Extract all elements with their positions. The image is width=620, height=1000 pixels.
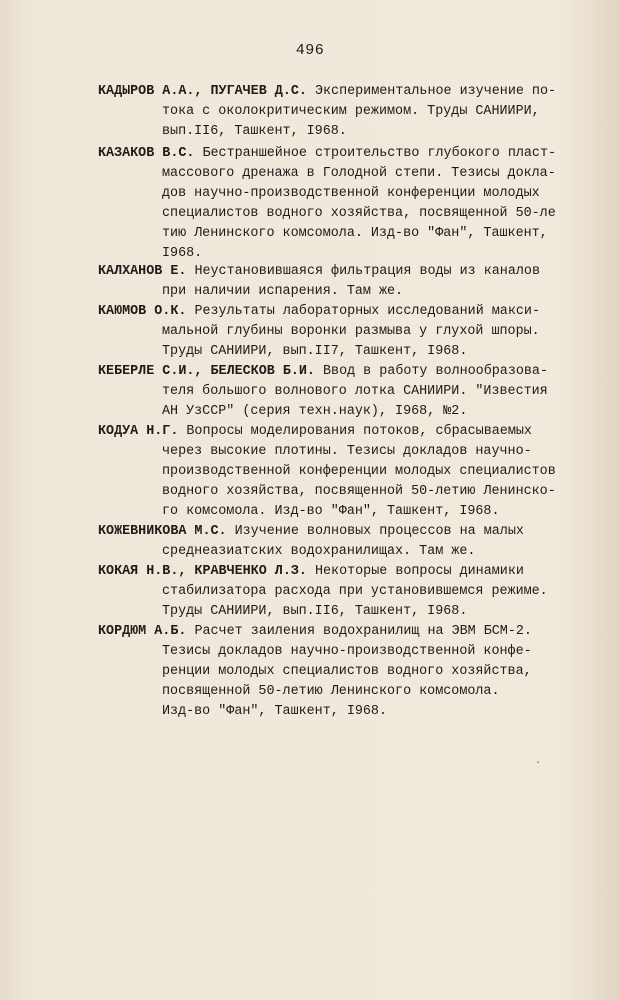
entry-author: КОКАЯ Н.В., КРАВЧЕНКО Л.З. — [98, 564, 307, 579]
entry-title-start: Бестраншейное строительство глубокого пласт- — [194, 146, 557, 161]
entry-continuation-line: теля большого волнового лотка САНИИРИ. "Известия — [162, 384, 548, 399]
entry-continuation-line: АН УзССР" (серия техн.наук), I968, №2. — [162, 404, 468, 419]
entry-author: КОРДЮМ А.Б. — [98, 624, 187, 639]
entry-continuation-line: среднеазиатских водохранилищах. Там же. — [162, 544, 476, 559]
entry-continuation-line: стабилизатора расхода при установившемся режиме. — [162, 584, 548, 599]
entry-continuation-line: производственной конференции молодых специалистов — [162, 464, 556, 479]
entry-author: КАЮМОВ О.К. — [98, 304, 187, 319]
entry-title-start: Экспериментальное изучение по- — [306, 84, 557, 99]
entry-continuation-line: го комсомола. Изд-во "Фан", Ташкент, I968. — [162, 504, 500, 519]
stray-mark: · — [535, 758, 542, 769]
entry-continuation-line: тока с околокритическим режимом. Труды САНИИРИ, — [162, 104, 540, 119]
entry-first-line — [98, 262, 540, 282]
entry-first-line — [98, 422, 532, 442]
entry-author: КАЛХАНОВ Е. — [98, 264, 187, 279]
entry-author: КЕБЕРЛЕ С.И., БЕЛЕСКОВ Б.И. — [98, 364, 315, 379]
entry-title-start: Ввод в работу волнообразова- — [314, 364, 549, 379]
entry-first-line — [98, 82, 556, 102]
entry-first-line — [98, 562, 524, 582]
entry-author: КОДУА Н.Г. — [98, 424, 179, 439]
entry-title-start: Расчет заиления водохранилищ на ЭВМ БСМ-2. — [186, 624, 532, 639]
entry-continuation-line: ренции молодых специалистов водного хозяйства, — [162, 664, 532, 679]
entry-first-line — [98, 302, 540, 322]
entry-continuation-line: мальной глубины воронки размыва у глухой шпоры. — [162, 324, 540, 339]
entry-first-line — [98, 362, 548, 382]
entry-continuation-line: Труды САНИИРИ, вып.II7, Ташкент, I968. — [162, 344, 468, 359]
entry-continuation-line: массового дренажа в Голодной степи. Тезисы докла- — [162, 166, 556, 181]
entry-continuation-line: дов научно-производственной конференции молодых — [162, 186, 540, 201]
entry-continuation-line: Тезисы докладов научно-производственной конфе- — [162, 644, 532, 659]
entry-continuation-line: при наличии испарения. Там же. — [162, 284, 404, 299]
entry-title-start: Результаты лабораторных исследований макси- — [186, 304, 540, 319]
entry-first-line — [98, 622, 532, 642]
entry-author: КАДЫРОВ А.А., ПУГАЧЕВ Д.С. — [98, 84, 307, 99]
entry-author: КАЗАКОВ В.С. — [98, 146, 195, 161]
entry-continuation-line: через высокие плотины. Тезисы докладов научно- — [162, 444, 532, 459]
entry-title-start: Некоторые вопросы динамики — [306, 564, 524, 579]
entry-continuation-line: специалистов водного хозяйства, посвященной 50-ле — [162, 206, 556, 221]
entry-continuation-line: I968. — [162, 246, 203, 261]
page-number: 496 — [295, 42, 325, 59]
entry-continuation-line: посвященной 50-летию Ленинского комсомола. — [162, 684, 500, 699]
entry-title-start: Вопросы моделирования потоков, сбрасываемых — [178, 424, 532, 439]
entry-continuation-line: Труды САНИИРИ, вып.II6, Ташкент, I968. — [162, 604, 468, 619]
entry-continuation-line: водного хозяйства, посвященной 50-летию Ленинско- — [162, 484, 556, 499]
entry-author: КОЖЕВНИКОВА М.С. — [98, 524, 227, 539]
entry-continuation-line: Изд-во "Фан", Ташкент, I968. — [162, 704, 387, 719]
entry-continuation-line: вып.II6, Ташкент, I968. — [162, 124, 347, 139]
entry-first-line — [98, 144, 556, 164]
entry-title-start: Неустановившаяся фильтрация воды из каналов — [186, 264, 540, 279]
entry-title-start: Изучение волновых процессов на малых — [226, 524, 524, 539]
entry-continuation-line: тию Ленинского комсомола. Изд-во "Фан", Ташкент, — [162, 226, 548, 241]
entry-first-line — [98, 522, 524, 542]
